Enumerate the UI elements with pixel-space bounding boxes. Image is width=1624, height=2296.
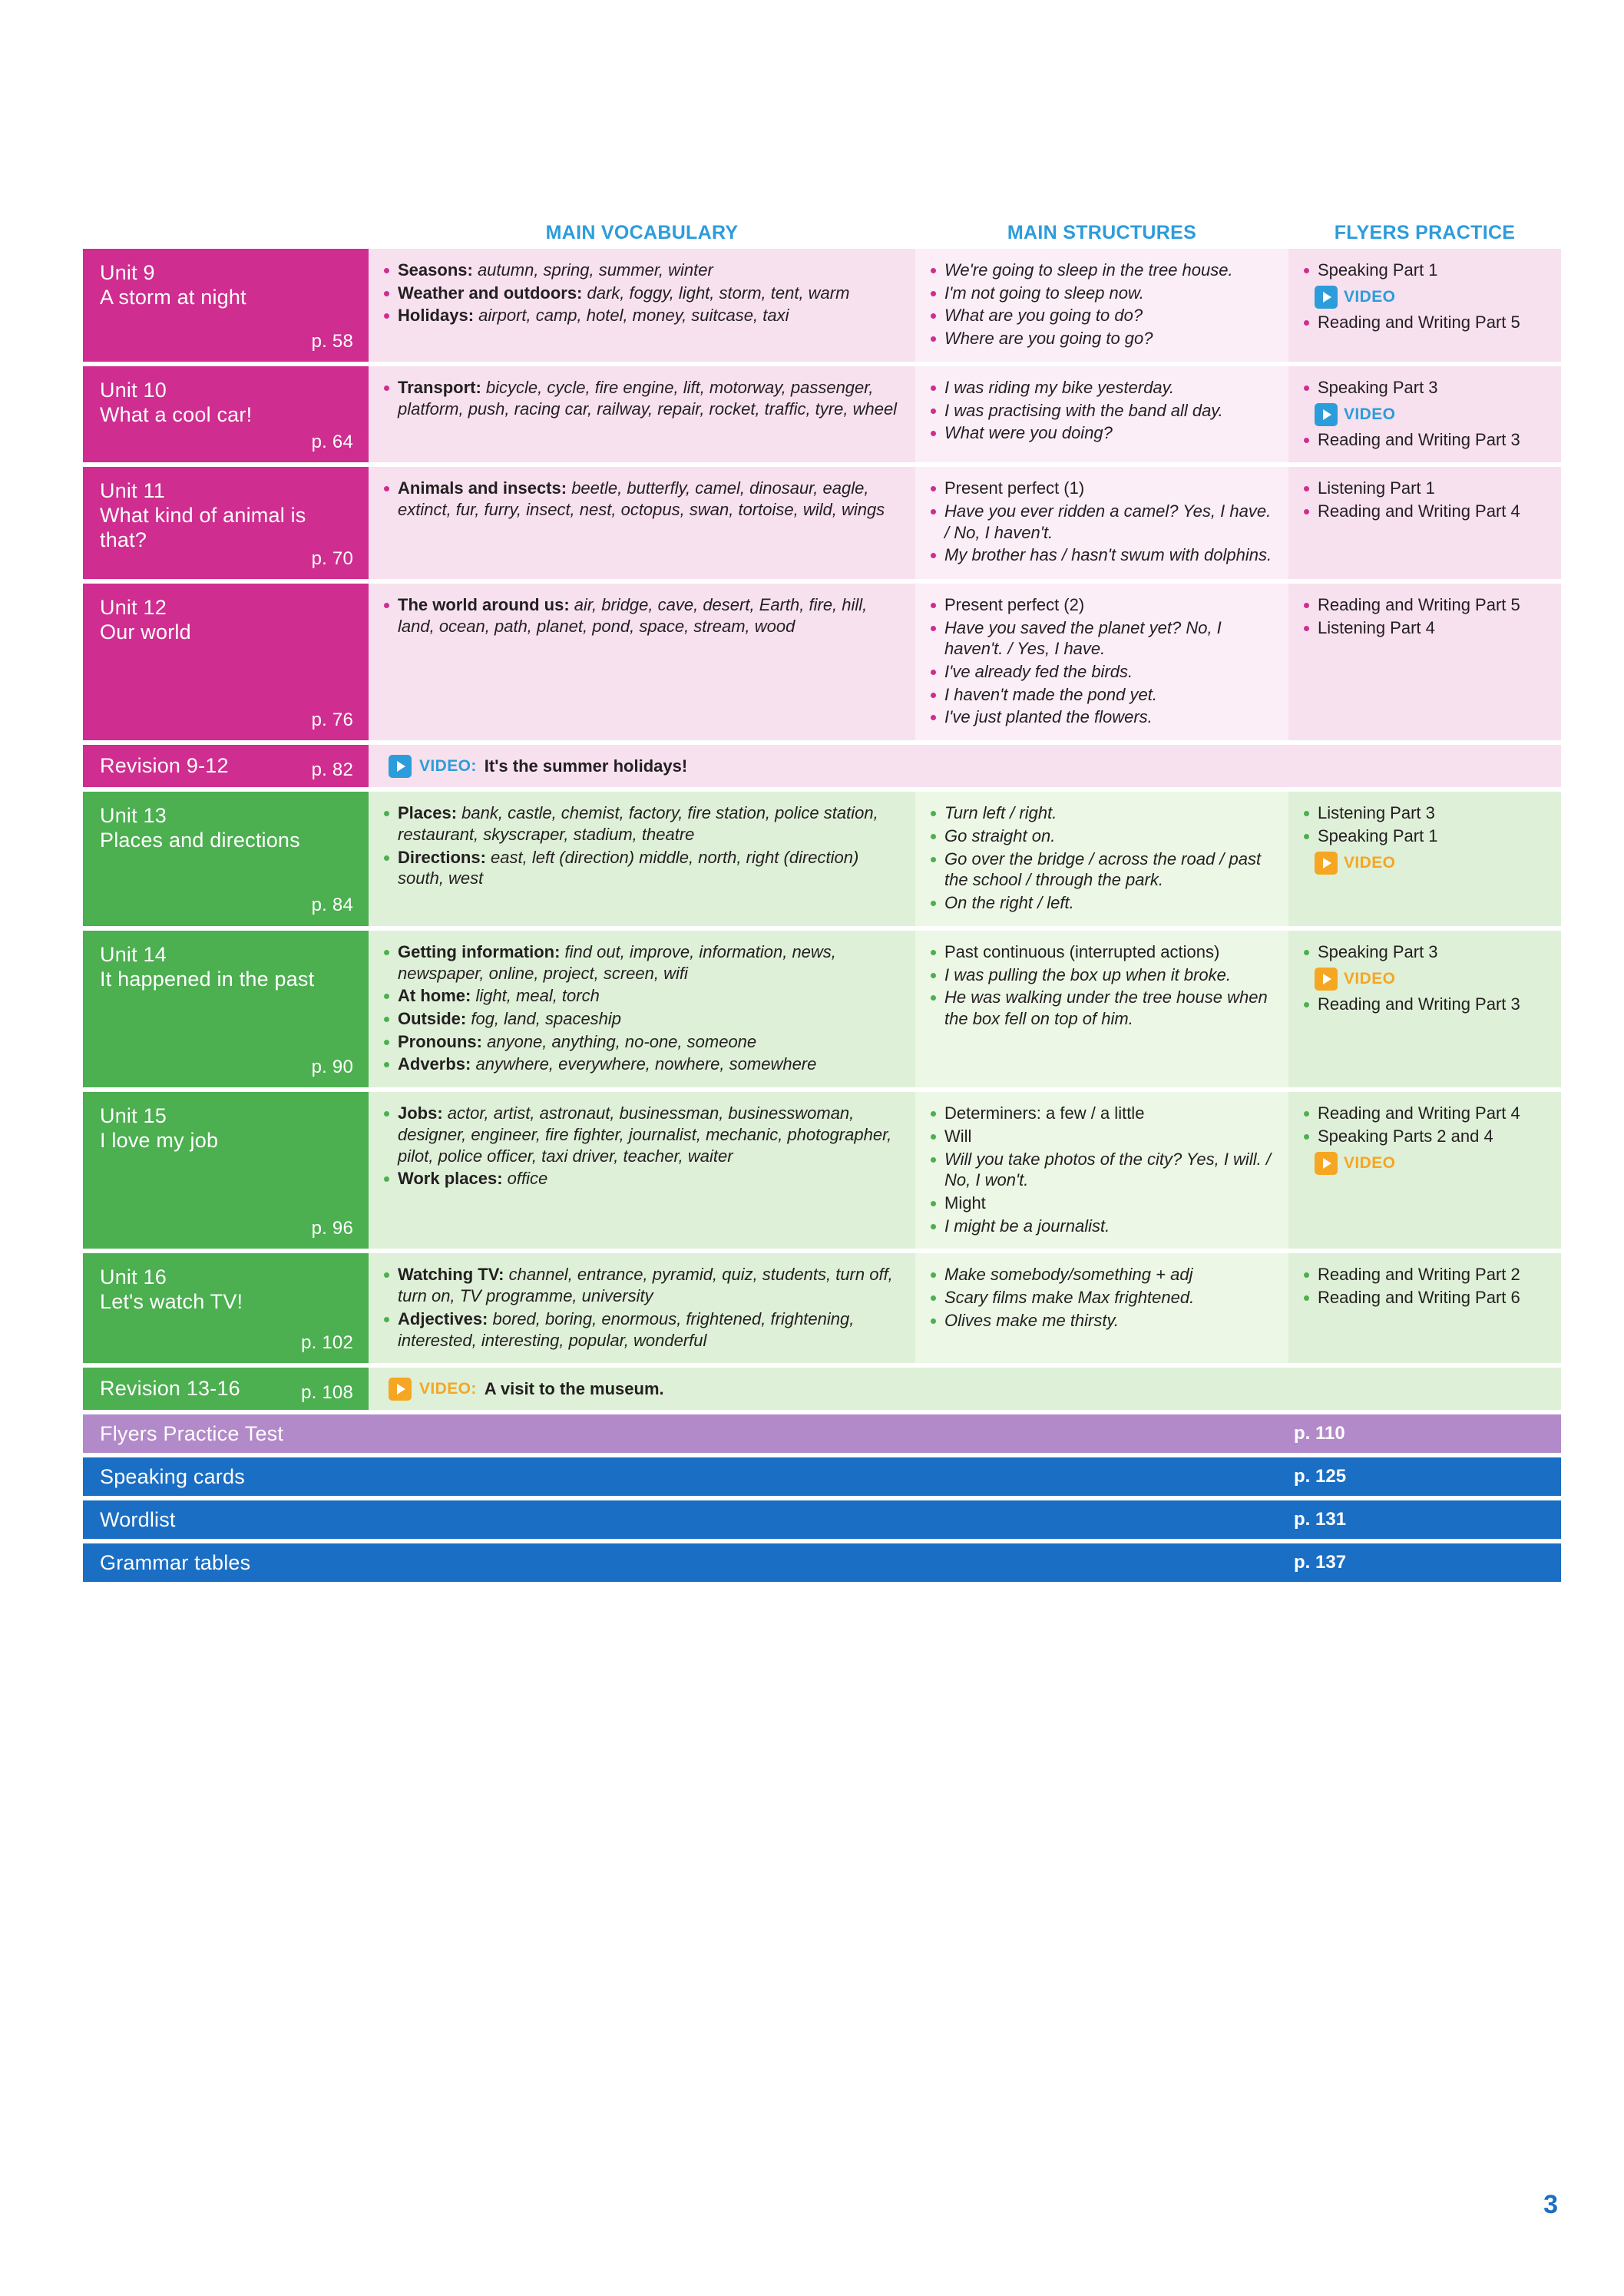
- video-label: VIDEO:: [419, 1379, 477, 1398]
- vocabulary-item: Outside: fog, land, spaceship: [382, 1008, 903, 1030]
- structures-cell: [915, 1092, 1288, 1249]
- flyers-cell: [1288, 931, 1561, 1087]
- vocabulary-item: Pronouns: anyone, anything, no-one, someone: [382, 1031, 903, 1053]
- header-flyers-practice: FLYERS PRACTICE: [1334, 222, 1516, 243]
- video-link[interactable]: [1315, 286, 1395, 309]
- flyers-item: Reading and Writing Part 5: [1302, 594, 1549, 616]
- structures-cell: [915, 792, 1288, 926]
- unit-row: [83, 249, 1561, 362]
- revision-row-13-16: [83, 1368, 1561, 1410]
- structure-item: I was riding my bike yesterday.: [929, 377, 1276, 399]
- vocabulary-item: Work places: office: [382, 1168, 903, 1189]
- structure-item: Scary films make Max frightened.: [929, 1287, 1276, 1308]
- unit-page: p. 102: [301, 1332, 353, 1353]
- vocabulary-item: Jobs: actor, artist, astronaut, businessman, businesswoman, designer, engineer, fire fighter, journalist, mechanic, photographer, pilot, police officer, taxi driver, teacher, waiter: [382, 1103, 903, 1166]
- header-main-structures: MAIN STRUCTURES: [1007, 222, 1197, 243]
- flyers-cell: [1288, 366, 1561, 462]
- vocabulary-item: Animals and insects: beetle, butterfly, camel, dinosaur, eagle, extinct, fur, furry, insect, nest, octopus, swan, tortoise, wild, wings: [382, 478, 903, 520]
- unit-title-cell[interactable]: [83, 467, 369, 579]
- revision-video-cell: [369, 1368, 1561, 1410]
- unit-number: Unit 14: [100, 942, 167, 966]
- unit-page: p. 64: [311, 432, 353, 452]
- unit-title-cell[interactable]: [83, 584, 369, 740]
- unit-row: [83, 366, 1561, 462]
- flyers-cell: [1288, 792, 1561, 926]
- unit-title: Our world: [100, 620, 191, 643]
- vocabulary-item: Directions: east, left (direction) middle, north, right (direction) south, west: [382, 847, 903, 889]
- structure-item: Past continuous (interrupted actions): [929, 941, 1276, 963]
- play-icon[interactable]: [389, 1378, 412, 1401]
- flyers-cell: [1288, 249, 1561, 362]
- unit-rows-group-2: [83, 792, 1561, 1363]
- vocabulary-cell: [369, 366, 915, 462]
- video-label: VIDEO: [1344, 1153, 1396, 1172]
- structure-item: Make somebody/something + adj: [929, 1264, 1276, 1285]
- play-icon[interactable]: [1315, 852, 1338, 875]
- unit-title: A storm at night: [100, 285, 246, 309]
- section-bar[interactable]: [83, 1457, 1561, 1496]
- unit-title: Places and directions: [100, 829, 300, 852]
- vocabulary-item: Places: bank, castle, chemist, factory, fire station, police station, restaurant, skyscraper, stadium, theatre: [382, 802, 903, 845]
- unit-page: p. 70: [311, 548, 353, 569]
- structure-item: I've already fed the birds.: [929, 661, 1276, 683]
- structure-item: I was pulling the box up when it broke.: [929, 964, 1276, 986]
- unit-page: p. 96: [311, 1218, 353, 1239]
- unit-page: p. 90: [311, 1056, 353, 1077]
- flyers-cell: [1288, 1092, 1561, 1249]
- section-bar-label: Wordlist: [83, 1500, 1275, 1539]
- unit-title: I love my job: [100, 1128, 219, 1152]
- unit-number: Unit 9: [100, 261, 155, 284]
- vocabulary-cell: [369, 792, 915, 926]
- structures-cell: [915, 249, 1288, 362]
- revision-video-cell: [369, 745, 1561, 787]
- structures-cell: [915, 584, 1288, 740]
- play-icon[interactable]: [389, 755, 412, 778]
- flyers-item: Listening Part 1: [1302, 478, 1549, 499]
- video-label: VIDEO:: [419, 756, 477, 775]
- section-bar-page: p. 137: [1275, 1543, 1561, 1582]
- flyers-item: Speaking Part 3: [1302, 377, 1549, 399]
- vocabulary-cell: [369, 931, 915, 1087]
- unit-title-cell[interactable]: [83, 366, 369, 462]
- vocabulary-item: Seasons: autumn, spring, summer, winter: [382, 260, 903, 281]
- structure-item: Turn left / right.: [929, 802, 1276, 824]
- revision-title-cell: [83, 745, 369, 787]
- flyers-item: Speaking Part 3: [1302, 941, 1549, 963]
- vocabulary-item: The world around us: air, bridge, cave, desert, Earth, fire, hill, land, ocean, path, planet, pond, space, stream, wood: [382, 594, 903, 637]
- structure-item: Go over the bridge / across the road / past the school / through the park.: [929, 849, 1276, 891]
- flyers-item: Reading and Writing Part 3: [1302, 429, 1549, 451]
- vocabulary-cell: [369, 584, 915, 740]
- vocabulary-cell: [369, 249, 915, 362]
- structure-item: He was walking under the tree house when the box fell on top of him.: [929, 987, 1276, 1029]
- structure-item: Have you saved the planet yet? No, I haven't. / Yes, I have.: [929, 617, 1276, 660]
- unit-row: [83, 1253, 1561, 1363]
- section-bar-label: Grammar tables: [83, 1543, 1275, 1582]
- unit-page: p. 58: [311, 330, 353, 352]
- unit-number: Unit 11: [100, 479, 165, 503]
- structure-item: I'm not going to sleep now.: [929, 283, 1276, 304]
- video-link[interactable]: [1315, 968, 1395, 991]
- unit-title: It happened in the past: [100, 967, 315, 991]
- section-bar-label: Flyers Practice Test: [83, 1414, 1275, 1453]
- unit-title-cell[interactable]: [83, 249, 369, 362]
- play-icon[interactable]: [1315, 968, 1338, 991]
- page-number: 3: [1543, 2190, 1558, 2219]
- flyers-item: Reading and Writing Part 5: [1302, 312, 1549, 333]
- structure-item: Go straight on.: [929, 825, 1276, 847]
- unit-row: [83, 792, 1561, 926]
- structures-cell: [915, 931, 1288, 1087]
- structure-item: We're going to sleep in the tree house.: [929, 260, 1276, 281]
- structure-item: What are you going to do?: [929, 305, 1276, 326]
- flyers-cell: [1288, 584, 1561, 740]
- structure-item: I was practising with the band all day.: [929, 400, 1276, 422]
- flyers-item: Speaking Part 1: [1302, 825, 1549, 847]
- unit-title: What a cool car!: [100, 402, 253, 426]
- video-label: VIDEO: [1344, 853, 1396, 872]
- video-link[interactable]: [1315, 1152, 1395, 1175]
- vocabulary-cell: [369, 1253, 915, 1363]
- revision-title: Revision 13-16: [100, 1377, 240, 1401]
- flyers-item: Speaking Part 1: [1302, 260, 1549, 281]
- unit-number: Unit 13: [100, 804, 167, 828]
- video-title: A visit to the museum.: [484, 1378, 664, 1398]
- contents-page: [83, 207, 1561, 1586]
- structure-item: Have you ever ridden a camel? Yes, I have. / No, I haven't.: [929, 501, 1276, 543]
- structure-item: My brother has / hasn't swum with dolphins.: [929, 544, 1276, 566]
- structure-item: I've just planted the flowers.: [929, 706, 1276, 728]
- section-bar-page: p. 125: [1275, 1457, 1561, 1496]
- vocabulary-item: Watching TV: channel, entrance, pyramid, quiz, students, turn off, turn on, TV programme, university: [382, 1264, 903, 1306]
- section-bar[interactable]: [83, 1543, 1561, 1582]
- vocabulary-item: Adjectives: bored, boring, enormous, frightened, frightening, interested, interesting, popular, wonderful: [382, 1308, 903, 1351]
- unit-title: Let's watch TV!: [100, 1290, 243, 1314]
- flyers-item: Listening Part 3: [1302, 802, 1549, 824]
- structure-item: Present perfect (2): [929, 594, 1276, 616]
- unit-row: [83, 584, 1561, 740]
- flyers-item: Reading and Writing Part 2: [1302, 1264, 1549, 1285]
- section-bar[interactable]: [83, 1500, 1561, 1539]
- structure-item: I haven't made the pond yet.: [929, 684, 1276, 706]
- structure-item: I might be a journalist.: [929, 1216, 1276, 1237]
- unit-page: p. 84: [311, 895, 353, 916]
- column-headers: [83, 207, 1561, 249]
- unit-title-cell[interactable]: [83, 931, 369, 1087]
- unit-title-cell[interactable]: [83, 1092, 369, 1249]
- vocabulary-item: Holidays: airport, camp, hotel, money, suitcase, taxi: [382, 305, 903, 326]
- unit-number: Unit 12: [100, 595, 167, 619]
- structure-item: Olives make me thirsty.: [929, 1310, 1276, 1332]
- vocabulary-item: At home: light, meal, torch: [382, 985, 903, 1007]
- flyers-cell: [1288, 1253, 1561, 1363]
- video-label: VIDEO: [1344, 287, 1396, 306]
- structure-item: Determiners: a few / a little: [929, 1103, 1276, 1124]
- video-title: It's the summer holidays!: [484, 756, 688, 776]
- structures-cell: [915, 366, 1288, 462]
- play-icon[interactable]: [1315, 403, 1338, 426]
- video-label: VIDEO: [1344, 969, 1396, 988]
- revision-row-9-12: [83, 745, 1561, 787]
- vocabulary-item: Transport: bicycle, cycle, fire engine, lift, motorway, passenger, platform, push, racing car, railway, repair, rocket, traffic, tyre, wheel: [382, 377, 903, 419]
- unit-title: What kind of animal is that?: [100, 504, 306, 552]
- revision-title: Revision 9-12: [100, 754, 229, 778]
- vocabulary-item: Adverbs: anywhere, everywhere, nowhere, somewhere: [382, 1054, 903, 1075]
- revision-title-cell: [83, 1368, 369, 1410]
- flyers-item: Speaking Parts 2 and 4: [1302, 1126, 1549, 1147]
- unit-number: Unit 10: [100, 378, 167, 402]
- structure-item: Will: [929, 1126, 1276, 1147]
- unit-number: Unit 16: [100, 1265, 167, 1289]
- flyers-item: Reading and Writing Part 4: [1302, 501, 1549, 522]
- section-bar-label: Speaking cards: [83, 1457, 1275, 1496]
- structure-item: What were you doing?: [929, 422, 1276, 444]
- flyers-cell: [1288, 467, 1561, 579]
- video-link[interactable]: [1315, 852, 1395, 875]
- structure-item: Where are you going to go?: [929, 328, 1276, 349]
- vocabulary-item: Weather and outdoors: dark, foggy, light, storm, tent, warm: [382, 283, 903, 304]
- unit-title-cell[interactable]: [83, 792, 369, 926]
- revision-page: p. 108: [301, 1382, 353, 1404]
- structures-cell: [915, 467, 1288, 579]
- structure-item: Might: [929, 1193, 1276, 1214]
- flyers-item: Listening Part 4: [1302, 617, 1549, 639]
- vocabulary-item: Getting information: find out, improve, information, news, newspaper, online, project, screen, wifi: [382, 941, 903, 984]
- vocabulary-cell: [369, 1092, 915, 1249]
- structure-item: Present perfect (1): [929, 478, 1276, 499]
- section-bar-page: p. 110: [1275, 1414, 1561, 1453]
- header-main-vocabulary: MAIN VOCABULARY: [545, 222, 739, 243]
- section-bars: [83, 1414, 1561, 1582]
- revision-page: p. 82: [311, 759, 353, 781]
- unit-row: [83, 1092, 1561, 1249]
- play-icon[interactable]: [1315, 286, 1338, 309]
- structures-cell: [915, 1253, 1288, 1363]
- video-label: VIDEO: [1344, 405, 1396, 423]
- flyers-item: Reading and Writing Part 3: [1302, 994, 1549, 1015]
- structure-item: On the right / left.: [929, 892, 1276, 914]
- unit-title-cell[interactable]: [83, 1253, 369, 1363]
- vocabulary-cell: [369, 467, 915, 579]
- section-bar-page: p. 131: [1275, 1500, 1561, 1539]
- flyers-item: Reading and Writing Part 6: [1302, 1287, 1549, 1308]
- unit-page: p. 76: [311, 709, 353, 730]
- play-icon[interactable]: [1315, 1152, 1338, 1175]
- structure-item: Will you take photos of the city? Yes, I will. / No, I won't.: [929, 1149, 1276, 1191]
- flyers-item: Reading and Writing Part 4: [1302, 1103, 1549, 1124]
- unit-number: Unit 15: [100, 1104, 167, 1128]
- unit-row: [83, 467, 1561, 579]
- unit-rows-group-1: [83, 249, 1561, 740]
- unit-row: [83, 931, 1561, 1087]
- section-bar[interactable]: [83, 1414, 1561, 1453]
- video-link[interactable]: [1315, 403, 1395, 426]
